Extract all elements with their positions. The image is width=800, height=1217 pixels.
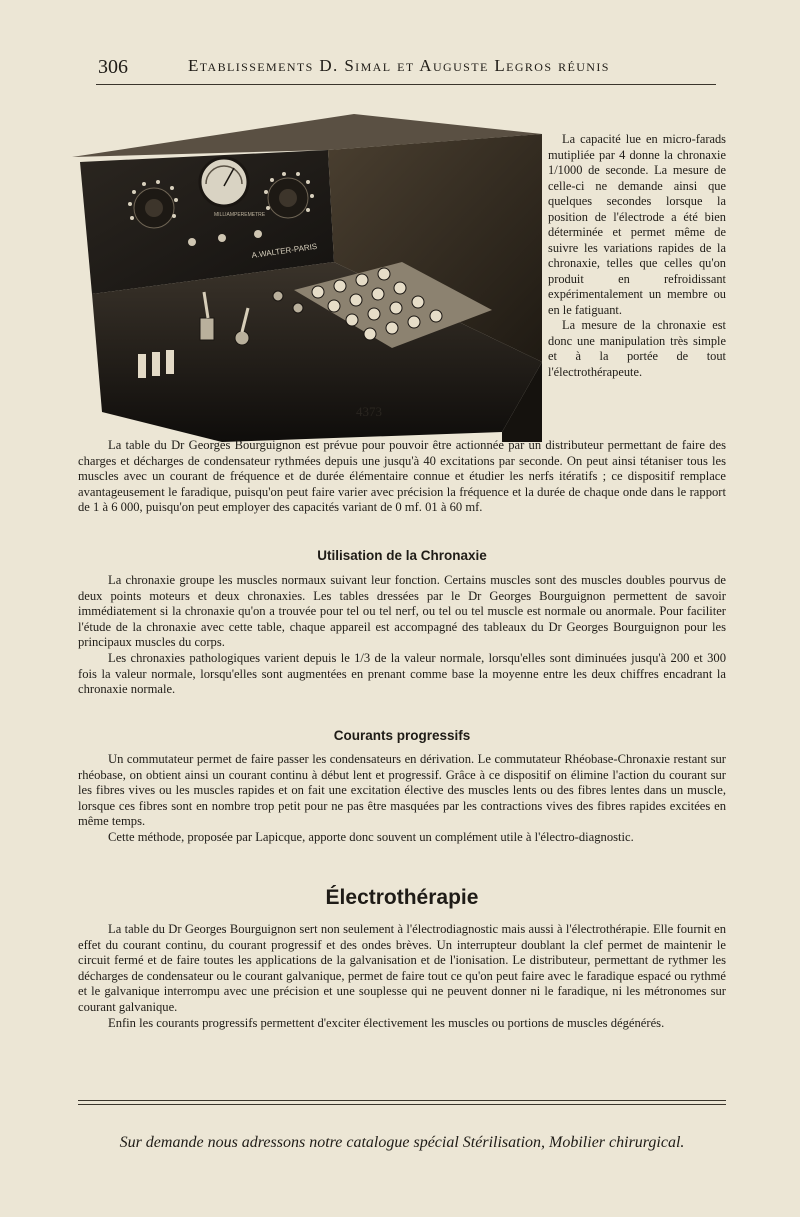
utilisation-text: [78, 573, 726, 698]
chapter-heading: Électrothérapie: [325, 886, 479, 909]
body-paragraph: Un commutateur permet de faire passer les condensateurs en dérivation. Le commutateur Rhéobase-Chronaxie restant sur rhéobase, on obtient ainsi un courant continu à début lent et progressif. Grâce à ce dispositif on élimine l'action du courant sur les fibres vives ou les muscles rapides et on fait une excitation élective des muscles lents ou des fibres lentes dans un muscle, lorsque ces fibres sont en nombre trop petit pour ne pas être masquées par les contractions vives des fibres rapides excitées en même temps.: [78, 752, 726, 829]
side-paragraph: La capacité lue en micro-farads mutipliée par 4 donne la chronaxie 1/1000 de seconde. La mesure de celle-ci ne demande ainsi que quelques secondes lorsque la position de l'électrode a été bien déterminée et permet même de suivre les variations rapides de la chronaxie, telles que celles qu'on produit en refroidissant expérimentalement un membre ou en le fatiguant.: [548, 132, 726, 317]
apparatus-illustration: [72, 112, 544, 442]
body-paragraph: La chronaxie groupe les muscles normaux suivant leur fonction. Certains muscles sont des muscles doubles pourvus de deux points moteurs et deux chronaxies. Les tables dressées par le Dr Georges Bourguignon permettent de savoir immédiatement si la chronaxie qu'on a trouvée pour tel ou tel nerf, ou tel ou tel muscle est normale ou anormale. Pour faciliter l'étude de la chronaxie avec cette table, chaque appareil est accompagné des tableaux du Dr Georges Bourguignon pour les principaux muscles du corps.: [78, 573, 726, 650]
table-paragraph-block: [78, 438, 726, 516]
footer-note: Sur demande nous adressons notre catalogue spécial Stérilisation, Mobilier chirurgical.: [119, 1134, 685, 1151]
side-paragraph: La mesure de la chronaxie est donc une manipulation très simple et à la portée de tout l'électrothérapeute.: [548, 318, 726, 379]
svg-text:A.WALTER-PARIS: A.WALTER-PARIS: [251, 241, 318, 260]
figure-number: 4373: [356, 404, 382, 419]
body-paragraph: Les chronaxies pathologiques varient depuis le 1/3 de la valeur normale, lorsqu'elles sont diminuées jusqu'à 200 et 300 fois la valeur normale, lorsqu'elles sont augmentées en prenant comme base la moyenne entre les deux chiffres encadrant la chronaxie normale.: [78, 650, 726, 697]
footer-rule: [78, 1104, 726, 1105]
courants-text: [78, 752, 726, 846]
body-paragraph: La table du Dr Georges Bourguignon est prévue pour pouvoir être actionnée par un distributeur permettant de faire des charges et décharges de condensateur rythmées depuis une jusqu'à 40 excitations par seconde. On peut ainsi tétaniser tous les muscles avec un courant de fréquence et de durée élémentaire connue et étudier les nerfs itératifs ; ce dispositif remplace avantageusement le faradique, puisqu'on peut faire varier avec précision la fréquence et la durée de chaque onde dans le rapport de 1 à 6 000, puisqu'on peut employer des capacités variant de 0 mf. 01 à 60 mf.: [78, 438, 726, 515]
body-paragraph: Cette méthode, proposée par Lapicque, apporte donc souvent un complément utile à l'électro-diagnostic.: [108, 829, 634, 844]
svg-text:MILLIAMPEREMETRE: MILLIAMPEREMETRE: [214, 212, 266, 218]
electrotherapie-text: [78, 922, 726, 1031]
footer-rule: [78, 1100, 726, 1101]
running-header: Etablissements D. Simal et Auguste Legros réunis: [188, 56, 610, 75]
page-number: 306: [98, 56, 128, 78]
section-heading: Courants progressifs: [333, 728, 471, 743]
apparatus-photo: [72, 112, 544, 442]
body-paragraph: La table du Dr Georges Bourguignon sert non seulement à l'électrodiagnostic mais aussi à l'électrothérapie. Elle fournit en effet du courant continu, du courant progressif et des ondes brèves. Un interrupteur doublant la clef permet de maintenir le circuit fermé et de faire toutes les applications de la galvanisation et de l'ionisation. Le distributeur, permettant de rythmer les décharges de condensateur ou le courant galvanique, permet de faire tout ce qu'on peut faire avec le faradique espacé ou rythmé et le galvanique interrompu avec une précision et une souplesse qui ne peuvent donner ni le faradique, ni les métronomes sur courant galvanique.: [78, 922, 726, 1014]
side-column: [548, 132, 726, 380]
section-heading: Utilisation de la Chronaxie: [317, 548, 487, 563]
body-paragraph: Enfin les courants progressifs permettent d'exciter électivement les muscles ou portions de muscles dégénérés.: [108, 1015, 665, 1030]
header-rule: [96, 84, 716, 85]
